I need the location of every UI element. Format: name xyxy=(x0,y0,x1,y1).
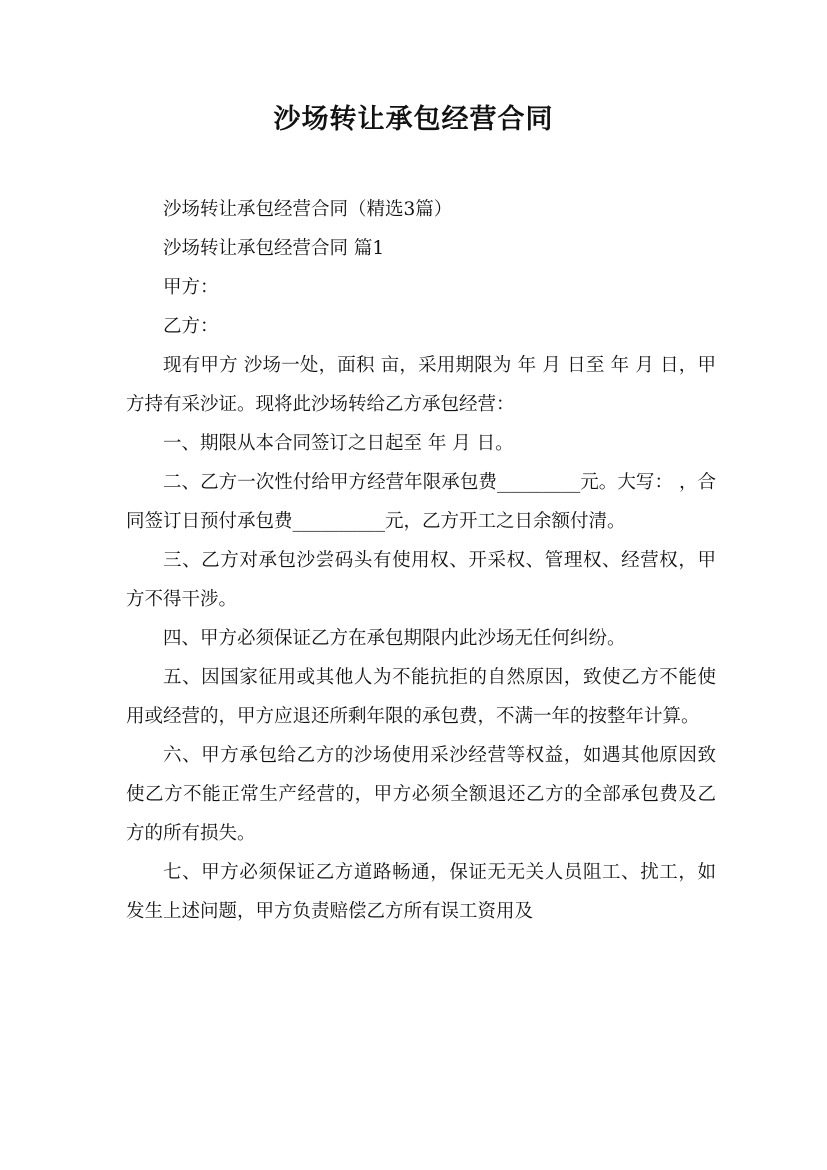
intro-paragraph: 现有甲方 沙场一处，面积 亩，采用期限为 年 月 日至 年 月 日，甲方持有采沙证。现将此沙场转给乙方承包经营： xyxy=(126,355,716,415)
document-body xyxy=(126,190,716,931)
party-b-line: 乙方： xyxy=(163,316,219,337)
party-a-line: 甲方： xyxy=(163,277,219,298)
clause-3: 三、乙方对承包沙尝码头有使用权、开采权、管理权、经营权，甲方不得干涉。 xyxy=(126,550,716,610)
subtitle-paragraph: 沙场转让承包经营合同（精选3篇） xyxy=(163,199,453,220)
clause-5: 五、因国家征用或其他人为不能抗拒的自然原因，致使乙方不能使用或经营的，甲方应退还所剩年限的承包费，不满一年的按整年计算。 xyxy=(126,667,716,727)
clause-2: 二、乙方一次性付给甲方经营年限承包费_________元。大写： ，合同签订日预付承包费__________元，乙方开工之日余额付清。 xyxy=(126,472,716,532)
clause-7: 七、甲方必须保证乙方道路畅通，保证无无关人员阻工、扰工，如发生上述问题，甲方负责赔偿乙方所有误工资用及 xyxy=(126,862,716,922)
clause-4: 四、甲方必须保证乙方在承包期限内此沙场无任何纠纷。 xyxy=(163,628,626,649)
clause-1: 一、期限从本合同签订之日起至 年 月 日。 xyxy=(163,433,514,454)
clause-6: 六、甲方承包给乙方的沙场使用采沙经营等权益，如遇其他原因致使乙方不能正常生产经营的，甲方必须全额退还乙方的全部承包费及乙方的所有损失。 xyxy=(126,745,716,844)
document-title: 沙场转让承包经营合同 xyxy=(273,104,554,135)
section-heading-paragraph: 沙场转让承包经营合同 篇1 xyxy=(163,238,385,259)
